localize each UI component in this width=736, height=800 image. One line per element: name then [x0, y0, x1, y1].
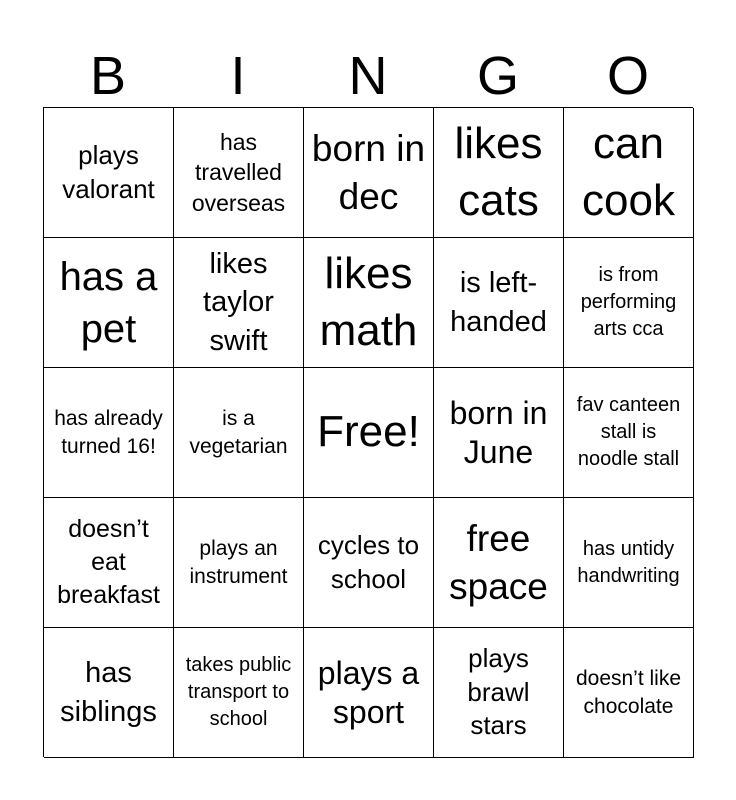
bingo-cell-text: is a vegetarian — [189, 406, 288, 458]
bingo-cell-text: can cook — [582, 119, 675, 225]
bingo-cell-r2c5[interactable] — [564, 238, 694, 368]
bingo-cell-r4c5[interactable] — [564, 498, 694, 628]
bingo-cell-text: has a pet — [59, 254, 158, 351]
bingo-cell-text: likes math — [319, 249, 418, 355]
bingo-cell-r4c2[interactable] — [174, 498, 304, 628]
bingo-cell-text: fav canteen stall is noodle stall — [576, 394, 681, 470]
bingo-cell-text: plays brawl stars — [467, 642, 530, 741]
bingo-cell-text: is from performing arts cca — [580, 264, 677, 340]
header-letter-o: O — [606, 46, 649, 106]
bingo-cell-r5c3[interactable] — [304, 628, 434, 758]
bingo-cell-r1c1[interactable] — [44, 108, 174, 238]
header-letter-b: B — [89, 46, 127, 106]
bingo-cell-text: takes public transport to school — [185, 654, 292, 730]
bingo-cell-r2c3[interactable] — [304, 238, 434, 368]
header-letter-i: I — [230, 46, 246, 106]
bingo-cell-r4c3[interactable] — [304, 498, 434, 628]
bingo-cell-text: has travelled overseas — [191, 128, 286, 216]
bingo-cell-text: plays a sport — [317, 655, 420, 730]
bingo-cell-r1c2[interactable] — [174, 108, 304, 238]
bingo-cell-r3c1[interactable] — [44, 368, 174, 498]
bingo-cell-r3c3-free[interactable] — [304, 368, 434, 498]
bingo-cell-r2c1[interactable] — [44, 238, 174, 368]
bingo-cell-text: has untidy handwriting — [577, 537, 680, 587]
header-letter-n: N — [348, 46, 388, 106]
bingo-cell-text: born in dec — [311, 128, 426, 217]
bingo-cell-r1c4[interactable] — [434, 108, 564, 238]
bingo-cell-text: doesn’t like chocolate — [575, 666, 682, 718]
bingo-cell-text: likes cats — [454, 119, 543, 225]
bingo-cell-text: cycles to school — [317, 529, 420, 594]
bingo-cell-r3c2[interactable] — [174, 368, 304, 498]
bingo-cell-r4c4[interactable] — [434, 498, 564, 628]
bingo-cell-r2c4[interactable] — [434, 238, 564, 368]
bingo-cell-r1c3[interactable] — [304, 108, 434, 238]
bingo-header — [43, 46, 693, 106]
bingo-cell-text: is left-handed — [450, 266, 547, 338]
bingo-cell-text: Free! — [317, 407, 420, 457]
bingo-cell-r2c2[interactable] — [174, 238, 304, 368]
bingo-cell-r4c1[interactable] — [44, 498, 174, 628]
bingo-cell-r5c1[interactable] — [44, 628, 174, 758]
bingo-cell-text: born in June — [449, 395, 548, 470]
header-letter-g: G — [476, 46, 519, 106]
bingo-cell-r5c4[interactable] — [434, 628, 564, 758]
bingo-cell-text: plays an instrument — [189, 536, 288, 588]
bingo-cell-r5c5[interactable] — [564, 628, 694, 758]
bingo-cell-r3c5[interactable] — [564, 368, 694, 498]
bingo-cell-r1c5[interactable] — [564, 108, 694, 238]
bingo-cell-text: free space — [449, 518, 548, 607]
bingo-cell-text: has siblings — [60, 656, 157, 728]
bingo-cell-r5c2[interactable] — [174, 628, 304, 758]
bingo-cell-text: likes taylor swift — [203, 247, 274, 357]
bingo-board — [43, 107, 693, 757]
bingo-cell-r3c4[interactable] — [434, 368, 564, 498]
bingo-cell-text: plays valorant — [62, 139, 155, 204]
bingo-cell-text: doesn’t eat breakfast — [57, 515, 160, 609]
bingo-cell-text: has already turned 16! — [54, 406, 163, 458]
